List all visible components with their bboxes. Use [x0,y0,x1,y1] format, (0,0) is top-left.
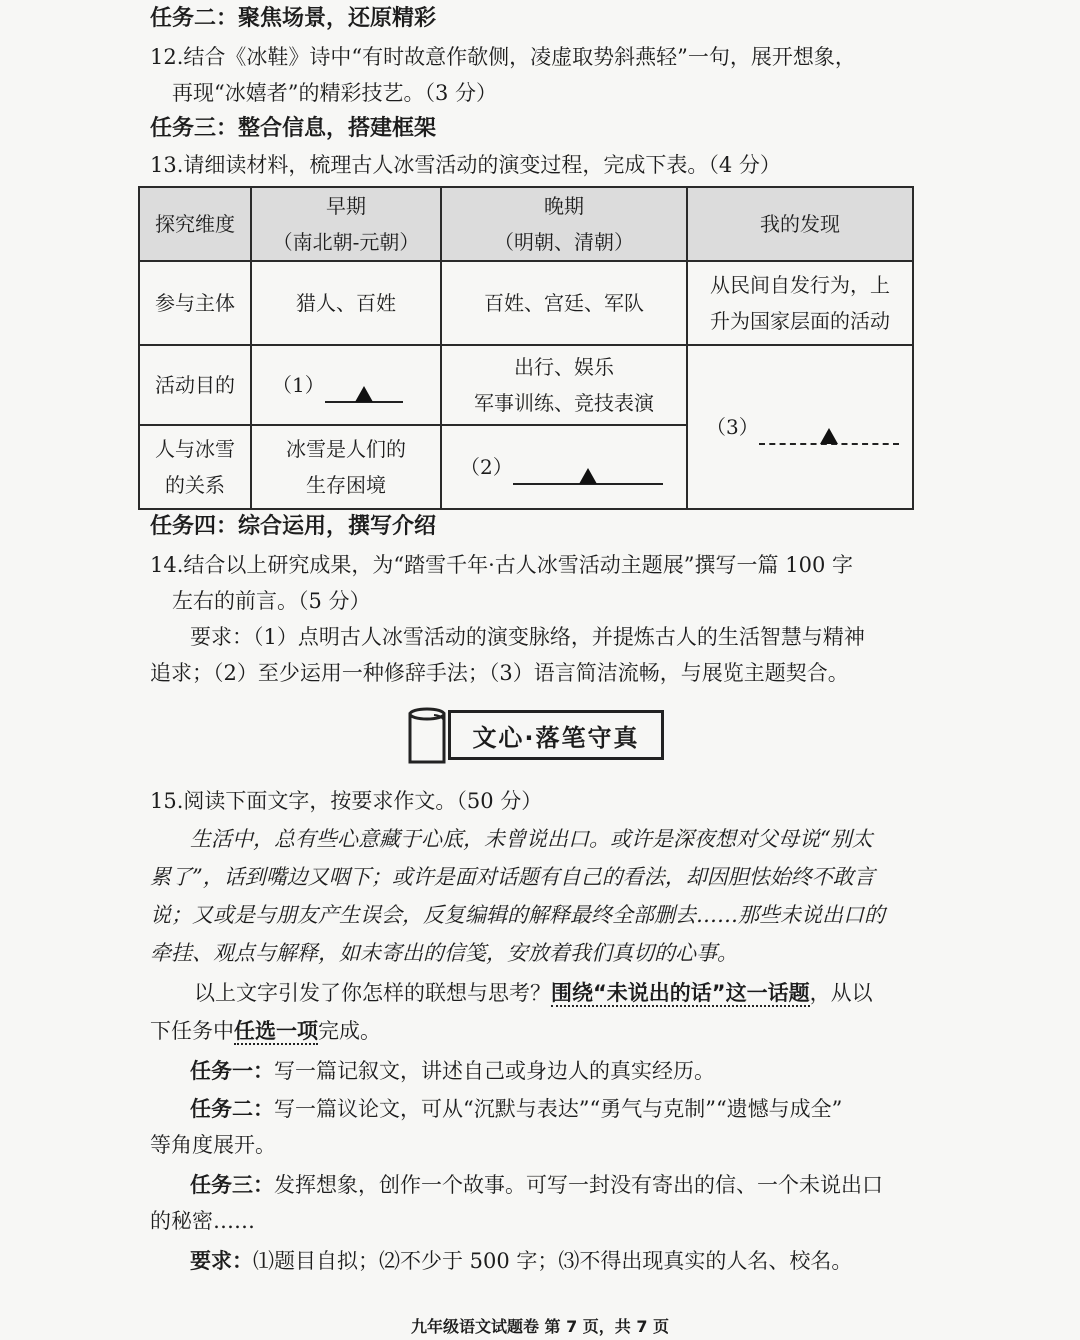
row-purpose-late [441,345,687,425]
prompt-question: 以上文字引发了你怎样的联想与思考？ [194,981,551,1005]
header-early-title: 早期 [326,194,366,218]
question-14-line2: 左右的前言。（5 分） [172,589,371,613]
prompt-complete: 完成。 [318,1019,381,1043]
task4-heading: 任务四：综合运用，撰写介绍 [150,514,437,539]
question-14-line1: 14.结合以上研究成果，为“踏雪千年·古人冰雪活动主题展”撰写一篇 100 字 [150,553,853,577]
blank-3-number: （3） [706,415,759,439]
prompt-choose-intro: 下任务中 [150,1019,234,1043]
relation-early-line-2: 生存困境 [306,473,386,497]
header-early [251,187,441,261]
option-2-text: 写一篇议论文，可从“沉默与表达”“勇气与克制”“遗憾与成全” [274,1097,843,1121]
option-2-continued: 等角度展开。 [150,1133,276,1157]
row-relation-late [441,425,687,509]
section-banner: 文心·落笔守真 [448,710,664,760]
finding-line-1: 从民间自发行为，上 [710,273,890,297]
row-participants-finding [687,261,913,345]
relation-label-line-1: 人与冰雪 [155,437,235,461]
finding-line-2: 升为国家层面的活动 [710,309,890,333]
option-3 [190,1170,883,1200]
prompt-line-1 [194,978,873,1008]
header-early-period: （南北朝-元朝） [272,230,420,254]
task2-heading: 任务二：聚焦场景，还原精彩 [150,6,437,31]
header-late [441,187,687,261]
requirements-text: ⑴题目自拟；⑵不少于 500 字；⑶不得出现真实的人名、校名。 [253,1249,853,1273]
header-dimension: 探究维度 [139,187,251,261]
blank-2-number: （2） [460,455,513,479]
scroll-icon [404,706,448,766]
question-12-line1: 12.结合《冰鞋》诗中“有时故意作欹侧，凌虚取势斜燕轻”一句，展开想象， [150,45,856,69]
material-line-3: 说；又或是与朋友产生误会，反复编辑的解释最终全部删去……那些未说出口的 [150,903,885,927]
blank-3-field[interactable] [759,415,899,445]
row-participants-late: 百姓、宫廷、军队 [441,261,687,345]
prompt-topic: 围绕“未说出的话”这一话题 [551,981,810,1005]
purpose-late-line-1: 出行、娱乐 [514,355,614,379]
material-line-2: 累了”，话到嘴边又咽下；或许是面对话题有自己的看法，却因胆怯始终不敢言 [150,865,875,889]
question-14-requirement-2: 追求；（2）至少运用一种修辞手法；（3）语言简洁流畅，与展览主题契合。 [150,661,849,685]
option-3-continued: 的秘密…… [150,1209,255,1233]
option-2 [190,1094,842,1124]
material-line-1: 生活中，总有些心意藏于心底，未曾说出口。或许是深夜想对父母说“别太 [190,827,873,851]
prompt-choose-one: 任选一项 [234,1019,318,1043]
option-1-text: 写一篇记叙文，讲述自己或身边人的真实经历。 [274,1059,715,1083]
page-footer: 九年级语文试题卷 第 7 页，共 7 页 [410,1317,670,1336]
relation-early-line-1: 冰雪是人们的 [286,437,406,461]
relation-label-line-2: 的关系 [165,473,225,497]
essay-requirements [190,1246,852,1276]
material-line-4: 牵挂、观点与解释，如未寄出的信笺，安放着我们真切的心事。 [150,941,738,965]
row-purpose-early [251,345,441,425]
option-1-label: 任务一： [190,1059,274,1083]
task3-heading: 任务三：整合信息，搭建框架 [150,116,437,141]
option-1 [190,1056,715,1086]
row-participants-label: 参与主体 [139,261,251,345]
row-relation-early [251,425,441,509]
blank-2-field[interactable] [513,455,663,485]
triangle-icon [820,428,838,444]
question-15-line: 15.阅读下面文字，按要求作文。（50 分） [150,789,543,813]
row-participants-early: 猎人、百姓 [251,261,441,345]
blank-1-number: （1） [272,373,325,397]
row-purpose-label: 活动目的 [139,345,251,425]
question-12-line2: 再现“冰嬉者”的精彩技艺。（3 分） [172,81,498,105]
requirements-label: 要求： [190,1249,253,1273]
option-2-label: 任务二： [190,1097,274,1121]
purpose-late-line-2: 军事训练、竞技表演 [474,391,654,415]
evolution-table [138,186,914,510]
option-3-text: 发挥想象，创作一个故事。可写一封没有寄出的信、一个未说出口 [274,1173,883,1197]
question-13-line: 13.请细读材料，梳理古人冰雪活动的演变过程，完成下表。（4 分） [150,153,781,177]
header-finding: 我的发现 [687,187,913,261]
blank-1-field[interactable] [325,373,403,403]
triangle-icon [579,468,597,484]
header-late-title: 晚期 [544,194,584,218]
prompt-tail: ，从以 [809,981,873,1005]
option-3-label: 任务三： [190,1173,274,1197]
prompt-line-2 [150,1016,381,1046]
triangle-icon [355,386,373,402]
header-late-period: （明朝、清朝） [494,230,634,254]
row-relation-label [139,425,251,509]
row-purpose-finding [687,345,913,509]
question-14-requirement-1: 要求：（1）点明古人冰雪活动的演变脉络，并提炼古人的生活智慧与精神 [190,625,865,649]
